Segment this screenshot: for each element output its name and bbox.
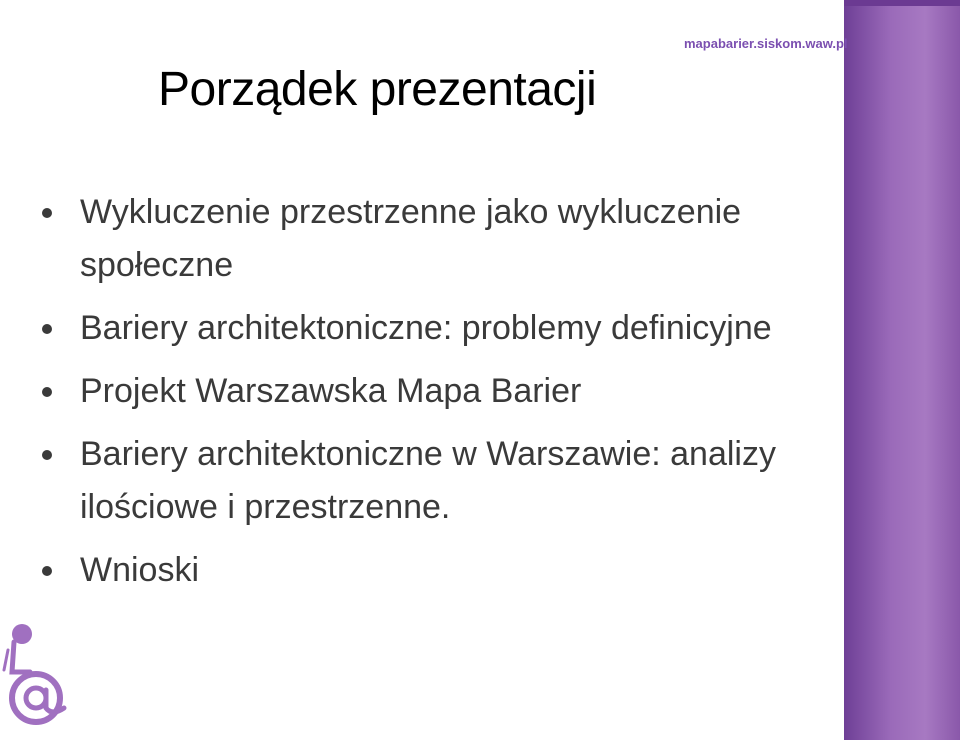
- bullet-item: [42, 365, 822, 418]
- bullet-dot-icon: [42, 566, 52, 576]
- decorative-side-panel: [844, 0, 960, 740]
- bullet-item: [42, 428, 822, 534]
- bullet-item: [42, 186, 822, 292]
- bullet-dot-icon: [42, 324, 52, 334]
- slide-title: Porządek prezentacji: [158, 63, 597, 116]
- bullet-text: Wykluczenie przestrzenne jako wykluczenie społeczne: [80, 193, 742, 284]
- bullet-text: Projekt Warszawska Mapa Barier: [80, 372, 582, 410]
- bullet-item: [42, 302, 822, 355]
- bullet-dot-icon: [42, 208, 52, 218]
- bullet-item: [42, 544, 822, 597]
- bullet-list: [42, 186, 822, 607]
- wheelchair-at-sign-icon: [0, 620, 72, 730]
- bullet-text: Wnioski: [80, 551, 200, 589]
- bullet-dot-icon: [42, 450, 52, 460]
- bullet-text: Bariery architektoniczne w Warszawie: analizy ilościowe i przestrzenne.: [80, 435, 776, 526]
- site-url-link[interactable]: mapabarier.siskom.waw.pl: [684, 36, 848, 51]
- bullet-text: Bariery architektoniczne: problemy definicyjne: [80, 309, 772, 347]
- bullet-dot-icon: [42, 387, 52, 397]
- side-panel-top-band: [844, 0, 960, 6]
